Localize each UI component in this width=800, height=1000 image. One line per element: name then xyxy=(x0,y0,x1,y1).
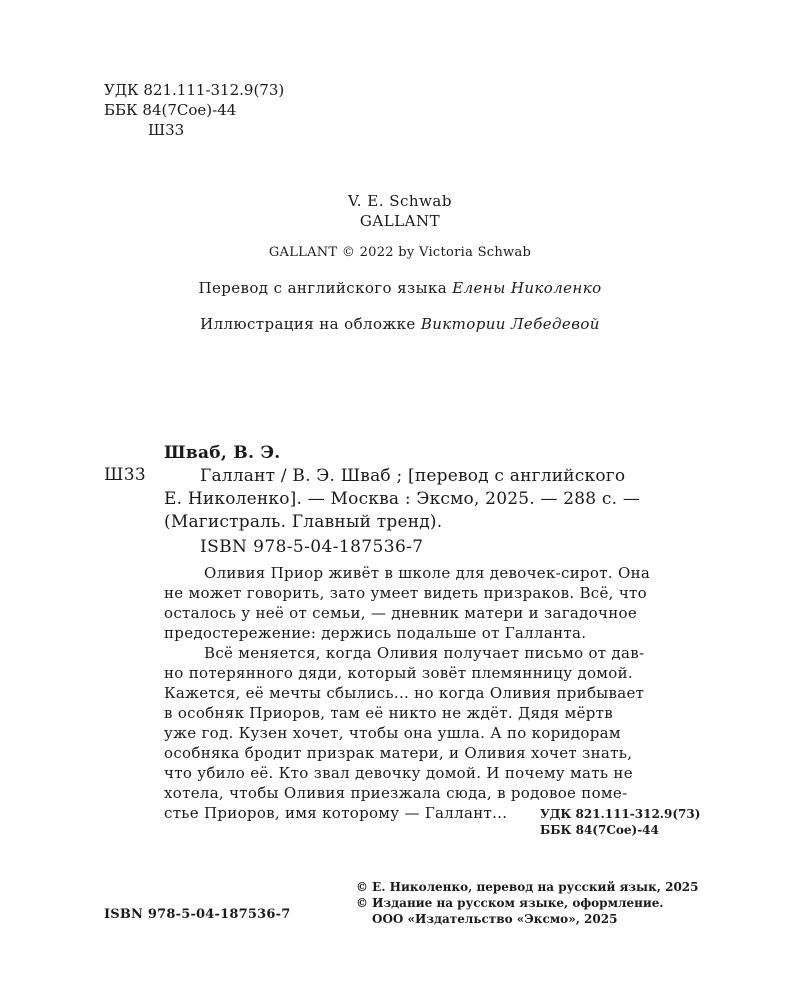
copyright-line: © Е. Николенко, перевод на русский язык, 2025 xyxy=(356,880,699,894)
annotation-line: в особняк Приоров, там её никто не ждёт. Дядя мёртв xyxy=(164,704,614,722)
catalog-author-heading: Шваб, В. Э. xyxy=(164,443,281,463)
annotation-line: не может говорить, зато умеет видеть призраков. Всё, что xyxy=(164,584,647,602)
illustrator-name: Виктории Лебедевой xyxy=(420,315,600,333)
translator-name: Елены Николенко xyxy=(452,279,602,297)
udk-code: УДК 821.111-312.9(73) xyxy=(104,81,285,99)
author-code: Ш33 xyxy=(148,121,185,139)
catalog-line: Е. Николенко]. — Москва : Эксмо, 2025. — 288 с. — xyxy=(164,489,641,509)
annotation xyxy=(164,563,699,823)
catalog-isbn: ISBN 978-5-04-187536-7 xyxy=(200,537,424,557)
copyright-line: © Издание на русском языке, оформление. xyxy=(356,896,664,910)
annotation-line: уже год. Кузен хочет, чтобы она ушла. А по коридорам xyxy=(164,724,621,742)
bbk-code: ББК 84(7Сое)-44 xyxy=(104,101,237,119)
annotation-line: Кажется, её мечты сбылись... но когда Оливия прибывает xyxy=(164,684,645,702)
copyright-line: ООО «Издательство «Эксмо», 2025 xyxy=(372,912,618,926)
bbk-code-bottom: ББК 84(7Сое)-44 xyxy=(540,823,659,837)
annotation-line: предостережение: держись подальше от Галланта. xyxy=(164,624,587,642)
annotation-line: что убило её. Кто звал девочку домой. И почему мать не xyxy=(164,764,633,782)
catalog-author-code: Ш33 xyxy=(104,465,146,485)
catalog-line: Галлант / В. Э. Шваб ; [перевод с английского xyxy=(200,466,626,486)
original-author: V. E. Schwab xyxy=(348,192,452,210)
annotation-line: хотела, чтобы Оливия приезжала сюда, в родовое поме- xyxy=(164,784,628,802)
classification-top xyxy=(104,80,284,140)
translation-credit xyxy=(0,279,800,297)
annotation-line: стье Приоров, имя которому — Галлант... xyxy=(164,804,508,822)
annotation-line: осталось у неё от семьи, — дневник матери и загадочное xyxy=(164,604,638,622)
annotation-line: особняка бродит призрак матери, и Оливия хочет знать, xyxy=(164,744,633,762)
catalog-line: (Магистраль. Главный тренд). xyxy=(164,512,443,532)
original-title: GALLANT xyxy=(359,212,441,230)
copyright-block xyxy=(356,879,699,927)
isbn-bottom: ISBN 978-5-04-187536-7 xyxy=(104,907,291,922)
udk-code-bottom: УДК 821.111-312.9(73) xyxy=(540,807,701,821)
annotation-line: Всё меняется, когда Оливия получает письмо от дав- xyxy=(204,644,645,662)
illustration-credit xyxy=(0,315,800,333)
translation-prefix: Перевод с английского языка xyxy=(198,279,448,297)
classification-bottom xyxy=(540,806,700,838)
illustration-prefix: Иллюстрация на обложке xyxy=(200,315,416,333)
original-copyright: GALLANT © 2022 by Victoria Schwab xyxy=(268,245,532,260)
annotation-line: Оливия Приор живёт в школе для девочек-сирот. Она xyxy=(204,564,651,582)
annotation-line: но потерянного дяди, который зовёт племянницу домой. xyxy=(164,664,633,682)
catalog-description xyxy=(164,465,699,534)
